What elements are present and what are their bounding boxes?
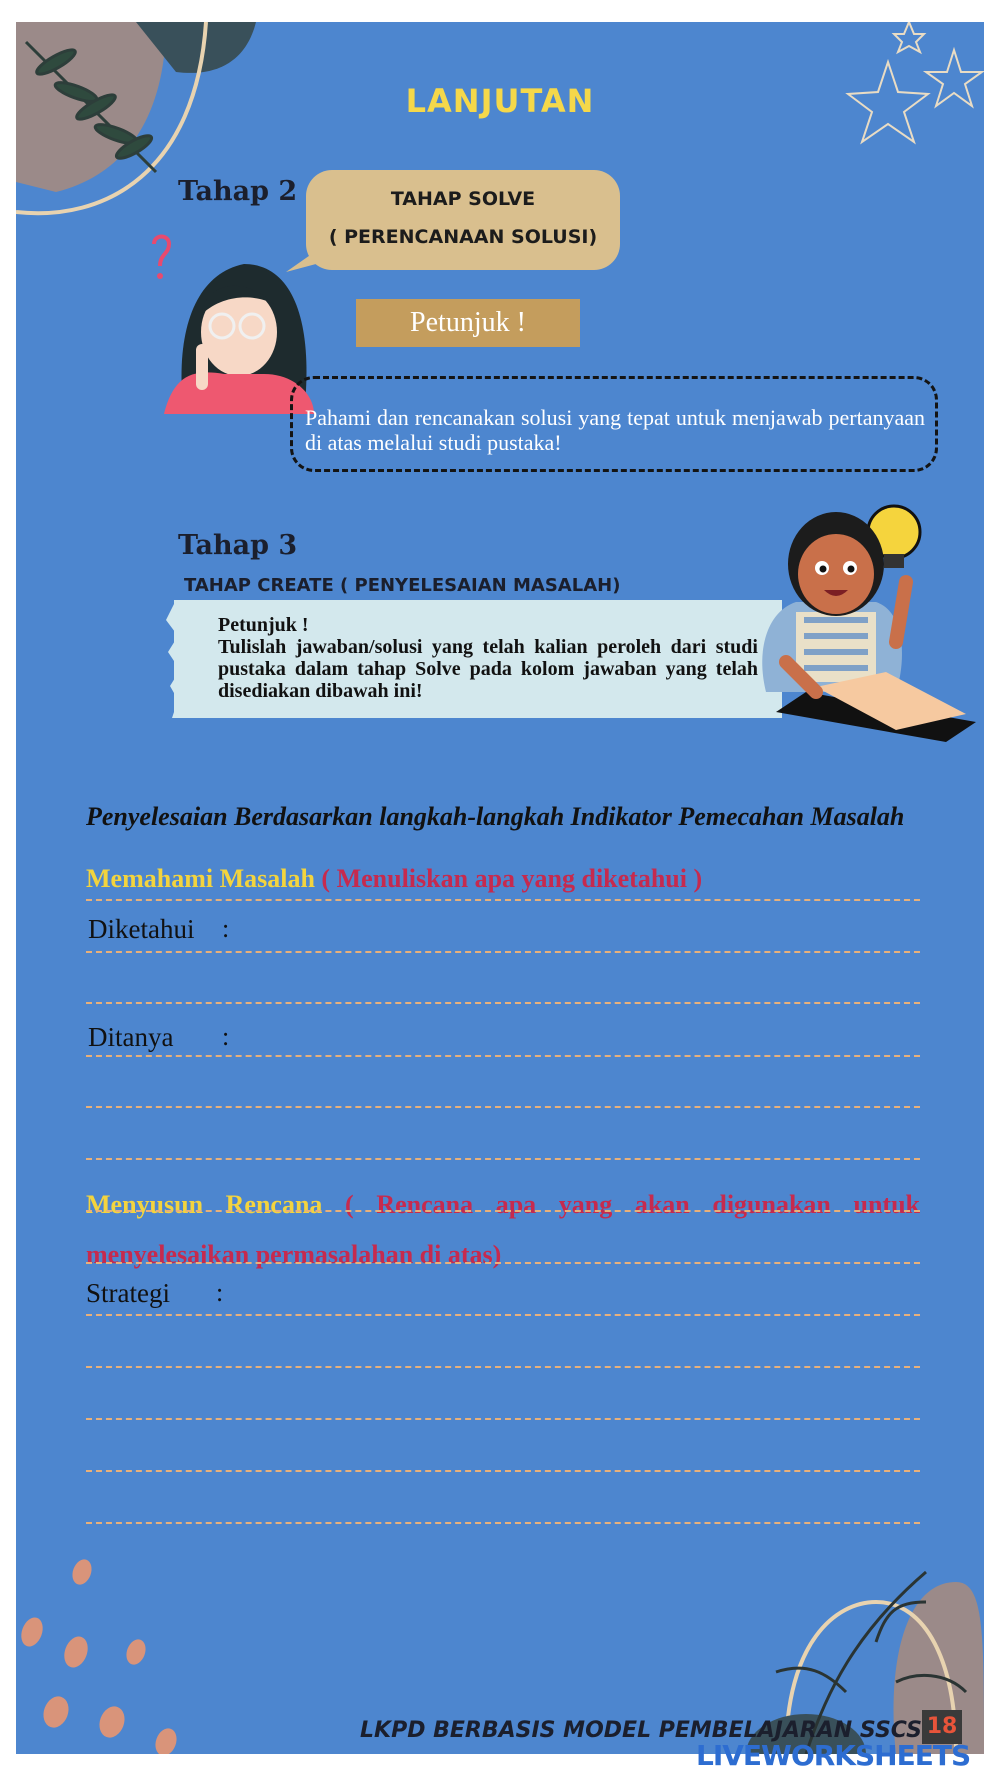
worksheet-heading: Penyelesaian Berdasarkan langkah-langkah Indikator Pemecahan Masalah (86, 802, 905, 831)
dotted-line (86, 1418, 920, 1420)
step-2-title: Menyusun Rencana (86, 1190, 323, 1219)
dots-decoration (16, 1552, 216, 1754)
strategi-input-4[interactable] (86, 1428, 924, 1470)
liveworksheets-wordmark: LIVEWORKSHEETS (696, 1739, 971, 1772)
dotted-line (86, 1210, 920, 1212)
ditanya-label: Ditanya (88, 1022, 174, 1052)
dotted-line (86, 1002, 920, 1004)
dotted-line (86, 899, 920, 901)
bubble-title: TAHAP SOLVE (390, 188, 536, 210)
dotted-line (86, 1262, 920, 1264)
dotted-line (86, 951, 920, 953)
strategi-input-2[interactable] (86, 1324, 924, 1366)
writing-kid-illustration (746, 492, 984, 752)
hint-title: Petunjuk ! (218, 614, 309, 636)
diketahui-colon: : (222, 914, 230, 943)
page-title: LANJUTAN (405, 82, 595, 120)
diketahui-input-2[interactable] (86, 962, 924, 1004)
bubble-subtitle: ( PERENCANAAN SOLUSI) (328, 226, 598, 248)
strategi-colon: : (216, 1278, 224, 1307)
strategi-input-3[interactable] (86, 1376, 924, 1418)
instruction-text: Pahami dan rencanakan solusi yang tepat untuk menjawab pertanyaan di atas melalui studi pustaka! (305, 405, 925, 455)
ditanya-input-2[interactable] (86, 1066, 924, 1108)
tahap-3-subtitle: TAHAP CREATE ( PENYELESAIAN MASALAH) (184, 575, 621, 596)
dotted-line (86, 1106, 920, 1108)
strategi-label: Strategi (86, 1278, 170, 1308)
ditanya-input[interactable] (226, 1016, 910, 1058)
ditanya-input-3[interactable] (86, 1116, 924, 1158)
worksheet-page (16, 22, 984, 1754)
dotted-line (86, 1366, 920, 1368)
dotted-line (86, 1470, 920, 1472)
tahap-2-label: Tahap 2 (178, 176, 298, 207)
dotted-line (86, 1055, 920, 1057)
liveworksheets-logo[interactable] (696, 1739, 970, 1772)
step-2-note: ( Rencana apa yang akan digunakan untuk menyelesaikan permasalahan di atas) (86, 1190, 920, 1269)
ditanya-colon: : (222, 1022, 230, 1051)
hint-text: Tulislah jawaban/solusi yang telah kalian peroleh dari studi pustaka dalam tahap Solve pada kolom jawaban yang telah disediakan dibawah ini! (218, 636, 758, 702)
strategi-input[interactable] (226, 1272, 910, 1314)
diketahui-input[interactable] (226, 910, 910, 952)
step-2-heading (86, 1180, 920, 1280)
step-1-title: Memahami Masalah (86, 864, 315, 893)
dotted-line (86, 1314, 920, 1316)
diketahui-label: Diketahui (88, 914, 195, 944)
dotted-line (86, 1158, 920, 1160)
strategi-input-5[interactable] (86, 1480, 924, 1522)
step-1-note: ( Menuliskan apa yang diketahui ) (321, 864, 703, 893)
speech-bubble (306, 170, 620, 270)
dotted-line (86, 1522, 920, 1524)
step-1-heading (86, 864, 920, 894)
footer-title: LKPD BERBASIS MODEL PEMBELAJARAN SSCS (360, 1718, 922, 1743)
petunjuk-button[interactable]: Petunjuk ! (356, 299, 580, 347)
page-number: 18 (922, 1710, 962, 1744)
hint-box (174, 600, 782, 718)
instruction-box (290, 376, 938, 472)
tahap-3-label: Tahap 3 (178, 530, 298, 561)
